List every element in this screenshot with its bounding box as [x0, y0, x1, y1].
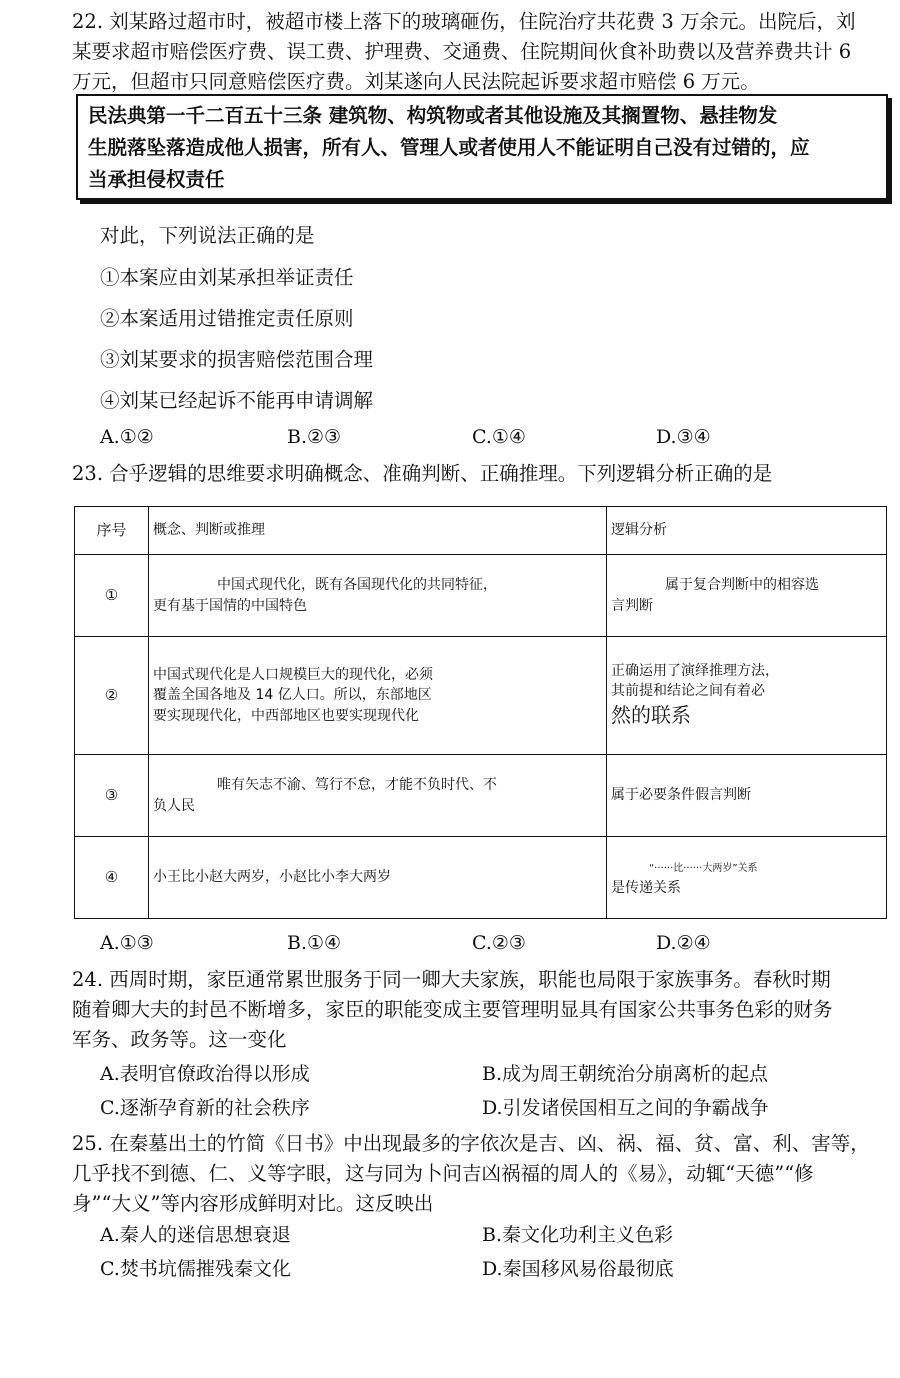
row-analysis: 属于必要条件假言判断: [607, 755, 887, 837]
q24-text-line-1: 24. 西周时期，家臣通常累世服务于同一卿大夫家族，职能也局限于家族事务。春秋时期: [72, 968, 831, 991]
row-content: 中国式现代化是人口规模巨大的现代化，必须 覆盖全国各地及 14 亿人口。所以，东部地区 要实现现代化，中西部地区也要实现现代化: [149, 637, 607, 755]
row-number: ②: [75, 637, 149, 755]
row-number: ③: [75, 755, 149, 837]
q22-option-d[interactable]: D.③④: [656, 426, 711, 448]
q25-option-c[interactable]: C.焚书坑儒摧残秦文化: [100, 1258, 291, 1280]
table-row: [75, 555, 887, 637]
q23-stem: 23. 合乎逻辑的思维要求明确概念、准确判断、正确推理。下列逻辑分析正确的是: [72, 462, 773, 485]
header-analysis: 逻辑分析: [607, 507, 887, 555]
q25-text-line-3: 身”“大义”等内容形成鲜明对比。这反映出: [72, 1192, 434, 1215]
row-content: 唯有矢志不渝、笃行不怠，才能不负时代、不 负人民: [149, 755, 607, 837]
q24-option-b[interactable]: B.成为周王朝统治分崩离析的起点: [482, 1063, 769, 1085]
q23-option-c[interactable]: C.②③: [472, 932, 526, 954]
q25-option-d[interactable]: D.秦国移风易俗最彻底: [482, 1258, 674, 1280]
law-line-1: 民法典第一千二百五十三条 建筑物、构筑物或者其他设施及其搁置物、悬挂物发: [88, 104, 778, 127]
q25-option-a[interactable]: A.秦人的迷信思想衰退: [100, 1224, 291, 1246]
q22-statement-4: ④刘某已经起诉不能再申请调解: [100, 389, 374, 412]
row-analysis: 正确运用了演绎推理方法， 其前提和结论之间有着必 然的联系: [607, 637, 887, 755]
q22-option-b[interactable]: B.②③: [287, 426, 342, 448]
q24-text-line-2: 随着卿大夫的封邑不断增多，家臣的职能变成主要管理明显具有国家公共事务色彩的财务: [72, 998, 833, 1021]
logic-analysis-table: [74, 506, 887, 919]
q22-statement-1: ①本案应由刘某承担举证责任: [100, 266, 354, 289]
row-number: ①: [75, 555, 149, 637]
law-quote-box: [76, 94, 888, 200]
law-line-3: 当承担侵权责任: [88, 168, 225, 191]
table-row: [75, 755, 887, 837]
q25-option-b[interactable]: B.秦文化功利主义色彩: [482, 1224, 674, 1246]
header-content: 概念、判断或推理: [149, 507, 607, 555]
header-number: 序号: [75, 507, 149, 555]
q25-text-line-2: 几乎找不到德、仁、义等字眼，这与同为卜问吉凶祸福的周人的《易》，动辄“天德”“修: [72, 1162, 814, 1185]
q22-stem: 对此，下列说法正确的是: [100, 224, 315, 247]
row-content: 中国式现代化，既有各国现代化的共同特征， 更有基于国情的中国特色: [149, 555, 607, 637]
q22-statement-3: ③刘某要求的损害赔偿范围合理: [100, 348, 374, 371]
q22-option-a[interactable]: A.①②: [100, 426, 154, 448]
q25-text-line-1: 25. 在秦墓出土的竹简《日书》中出现最多的字依次是吉、凶、祸、福、贫、富、利、害等，: [72, 1132, 870, 1155]
q23-option-d[interactable]: D.②④: [656, 932, 711, 954]
table-row: [75, 637, 887, 755]
table-header-row: [75, 507, 887, 555]
q22-text-line-2: 某要求超市赔偿医疗费、误工费、护理费、交通费、住院期间伙食补助费以及营养费共计 6: [72, 40, 852, 63]
q24-text-line-3: 军务、政务等。这一变化: [72, 1028, 287, 1051]
q24-option-c[interactable]: C.逐渐孕育新的社会秩序: [100, 1097, 310, 1119]
q22-text-line-1: 22. 刘某路过超市时，被超市楼上落下的玻璃砸伤，住院治疗共花费 3 万余元。出院后，刘: [72, 10, 856, 33]
row-number: ④: [75, 837, 149, 919]
row-content: 小王比小赵大两岁，小赵比小李大两岁: [149, 837, 607, 919]
q23-option-b[interactable]: B.①④: [287, 932, 342, 954]
row-analysis: “······比······大两岁”关系 是传递关系: [607, 837, 887, 919]
q24-option-a[interactable]: A.表明官僚政治得以形成: [100, 1063, 310, 1085]
q22-option-c[interactable]: C.①④: [472, 426, 526, 448]
q22-statement-2: ②本案适用过错推定责任原则: [100, 307, 354, 330]
q23-option-a[interactable]: A.①③: [100, 932, 154, 954]
q24-option-d[interactable]: D.引发诸侯国相互之间的争霸战争: [482, 1097, 769, 1119]
row-analysis: 属于复合判断中的相容选 言判断: [607, 555, 887, 637]
table-row: [75, 837, 887, 919]
law-line-2: 生脱落坠落造成他人损害，所有人、管理人或者使用人不能证明自己没有过错的，应: [88, 136, 810, 159]
q22-text-line-3: 万元，但超市只同意赔偿医疗费。刘某遂向人民法院起诉要求超市赔偿 6 万元。: [72, 70, 760, 93]
